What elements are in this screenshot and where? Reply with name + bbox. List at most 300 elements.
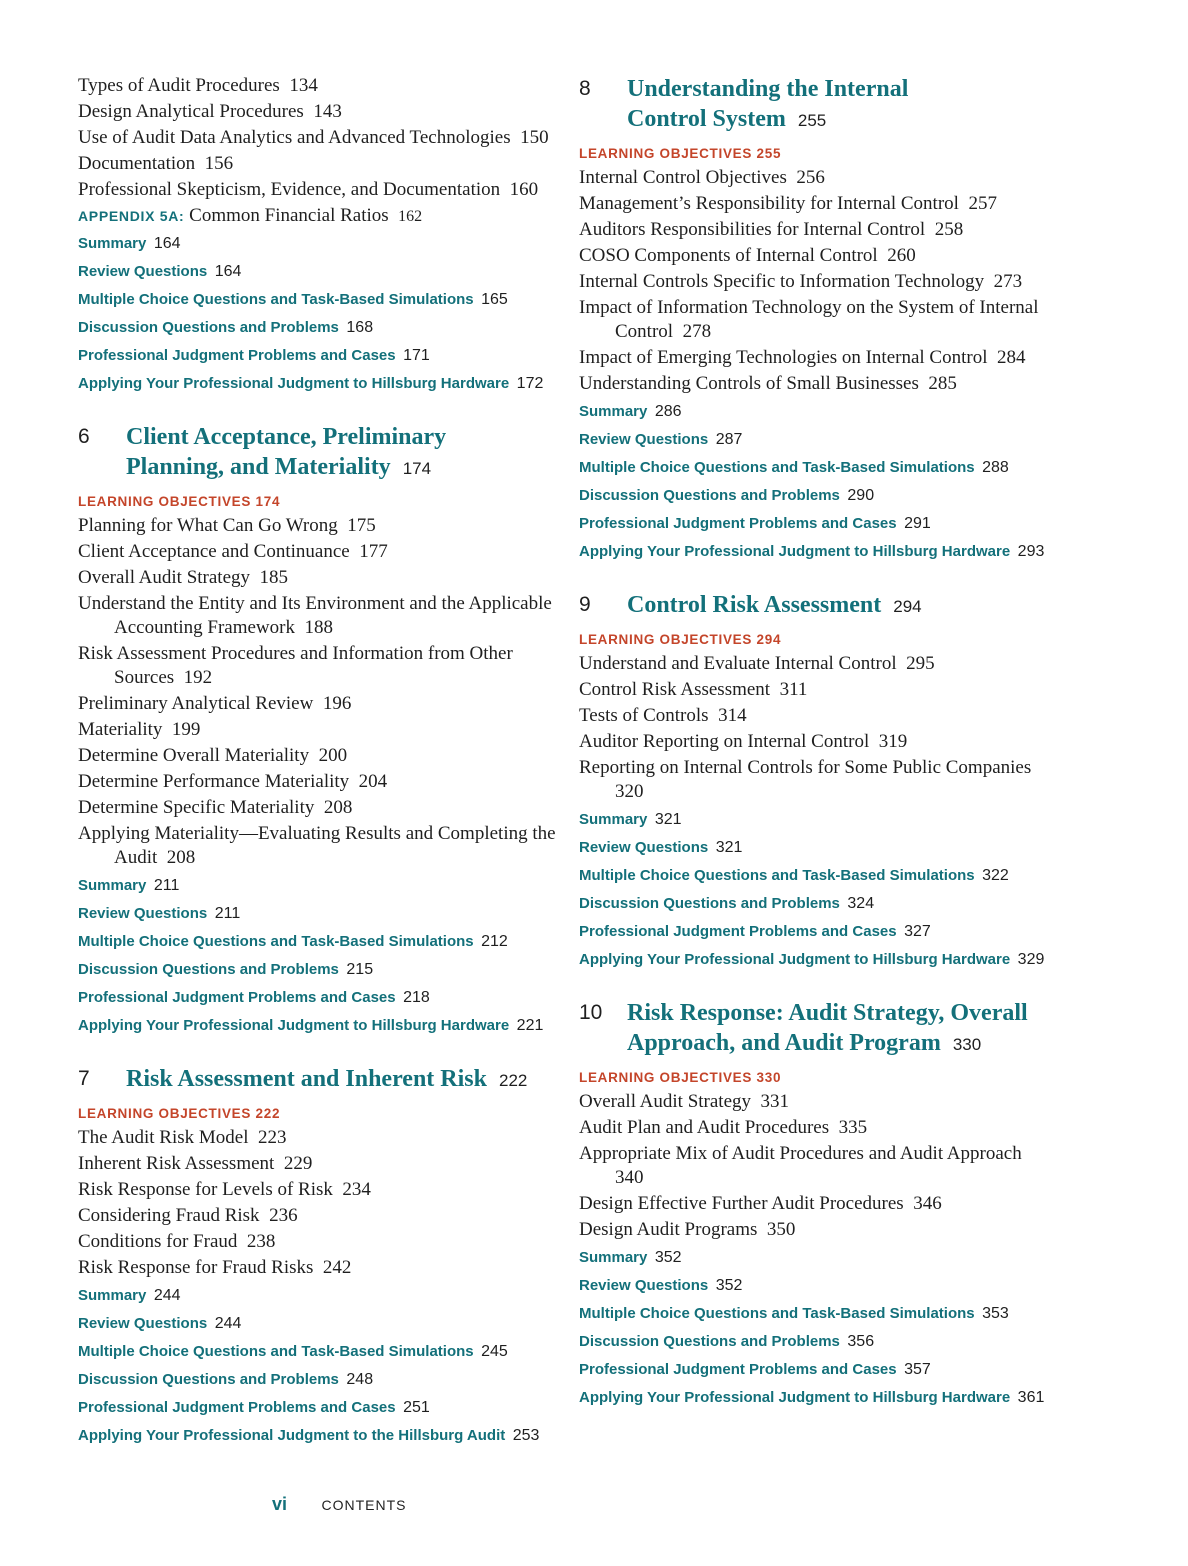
chapter-page: 255 bbox=[797, 111, 827, 130]
chapter-page: 330 bbox=[952, 1035, 982, 1054]
toc-topic-entry[interactable] bbox=[579, 296, 1059, 344]
toc-topic-entry[interactable] bbox=[579, 756, 1059, 804]
toc-section-page: 171 bbox=[403, 347, 430, 364]
toc-right-column bbox=[579, 74, 1059, 1412]
chapter-title-spacer bbox=[391, 454, 403, 480]
toc-section-spacer bbox=[708, 1277, 716, 1294]
toc-topic-title: Reporting on Internal Controls for Some Public Companies bbox=[579, 757, 1032, 778]
toc-section-page: 245 bbox=[481, 1343, 508, 1360]
toc-topic-title: Determine Specific Materiality bbox=[78, 797, 315, 818]
chapter-number: 9 bbox=[579, 593, 591, 616]
toc-section-entry[interactable] bbox=[78, 956, 558, 984]
toc-section-title: Summary bbox=[78, 1287, 147, 1304]
toc-section-page: 288 bbox=[982, 459, 1009, 476]
toc-topic-spacer bbox=[925, 219, 935, 240]
toc-topic-spacer bbox=[751, 1091, 761, 1112]
toc-section-page: 164 bbox=[214, 263, 242, 280]
toc-topic-title: Conditions for Fraud bbox=[78, 1231, 238, 1252]
toc-topic-entry[interactable] bbox=[579, 730, 1059, 754]
toc-topic-page: 258 bbox=[934, 219, 964, 240]
toc-topic-title: Overall Audit Strategy bbox=[78, 567, 251, 588]
learning-objectives-label[interactable]: LEARNING OBJECTIVES 294 bbox=[579, 632, 782, 647]
chapter-number: 7 bbox=[78, 1067, 90, 1090]
toc-topic-spacer bbox=[500, 179, 510, 200]
learning-objectives-label[interactable]: LEARNING OBJECTIVES 255 bbox=[579, 146, 782, 161]
toc-section-page: 248 bbox=[346, 1371, 374, 1388]
toc-topic-spacer bbox=[162, 719, 172, 740]
toc-section-entry[interactable] bbox=[78, 314, 558, 342]
toc-topic-page: 350 bbox=[766, 1219, 796, 1240]
toc-section-entry[interactable] bbox=[579, 1356, 1059, 1384]
chapter-title-spacer bbox=[941, 1030, 953, 1056]
toc-topic-entry[interactable] bbox=[78, 74, 558, 98]
toc-topic-spacer bbox=[919, 373, 929, 394]
toc-section-spacer bbox=[474, 933, 482, 950]
chapter-title bbox=[78, 1064, 558, 1096]
toc-section-spacer bbox=[975, 459, 983, 476]
learning-objectives-label[interactable]: LEARNING OBJECTIVES 222 bbox=[78, 1106, 281, 1121]
toc-section-entry[interactable] bbox=[579, 862, 1059, 890]
toc-section-title: Multiple Choice Questions and Task-Based Simulations bbox=[579, 867, 975, 884]
chapter-page: 222 bbox=[498, 1071, 528, 1090]
toc-section-spacer bbox=[975, 867, 983, 884]
toc-section-spacer bbox=[146, 235, 154, 252]
toc-section-entry[interactable] bbox=[579, 482, 1059, 510]
toc-topic-entry[interactable] bbox=[78, 770, 558, 794]
toc-topic-entry[interactable] bbox=[579, 218, 1059, 242]
toc-section-entry[interactable] bbox=[579, 1244, 1059, 1272]
toc-section-entry[interactable] bbox=[579, 946, 1059, 974]
toc-section-title: Professional Judgment Problems and Cases bbox=[78, 989, 396, 1006]
toc-section-spacer bbox=[897, 515, 905, 532]
toc-section-entry[interactable] bbox=[579, 426, 1059, 454]
chapter-heading[interactable] bbox=[579, 74, 1059, 136]
chapter-number: 8 bbox=[579, 77, 591, 100]
toc-section-page: 291 bbox=[904, 515, 931, 532]
toc-topic-spacer bbox=[237, 1231, 247, 1252]
toc-topic-page: 340 bbox=[615, 1167, 644, 1188]
toc-section-page: 244 bbox=[153, 1287, 181, 1304]
toc-topic-page: 185 bbox=[259, 567, 289, 588]
toc-topic-spacer bbox=[195, 153, 205, 174]
toc-topic-entry[interactable] bbox=[579, 704, 1059, 728]
toc-topic-spacer bbox=[174, 667, 184, 688]
toc-topic-entry[interactable] bbox=[579, 1116, 1059, 1140]
chapter-block bbox=[579, 74, 1059, 566]
toc-topic-page: 284 bbox=[996, 347, 1026, 368]
toc-section-spacer bbox=[897, 1361, 905, 1378]
toc-topic-page: 200 bbox=[318, 745, 348, 766]
learning-objectives-label[interactable]: LEARNING OBJECTIVES 330 bbox=[579, 1070, 782, 1085]
toc-topic-page: 295 bbox=[906, 653, 935, 674]
toc-section-page: 356 bbox=[847, 1333, 875, 1350]
toc-section-page: 290 bbox=[847, 487, 875, 504]
toc-section-entry[interactable] bbox=[579, 834, 1059, 862]
toc-topic-spacer bbox=[338, 515, 348, 536]
toc-topic-spacer bbox=[770, 679, 780, 700]
toc-topic-entry[interactable] bbox=[78, 822, 558, 870]
toc-topic-page: 257 bbox=[968, 193, 997, 214]
toc-topic-entry[interactable] bbox=[579, 244, 1059, 268]
toc-topic-entry[interactable] bbox=[78, 642, 558, 690]
chapter-number: 6 bbox=[78, 425, 90, 448]
chapter-title-line: Risk Assessment and Inherent Risk bbox=[126, 1066, 487, 1092]
toc-topic-page: 208 bbox=[323, 797, 353, 818]
toc-topic-entry[interactable] bbox=[78, 592, 558, 640]
chapter-title-spacer bbox=[487, 1066, 499, 1092]
toc-topic-entry[interactable] bbox=[78, 744, 558, 768]
toc-section-entry[interactable] bbox=[78, 1282, 558, 1310]
toc-section-entry[interactable] bbox=[78, 900, 558, 928]
toc-topic-spacer bbox=[1031, 757, 1041, 778]
toc-topic-title: Planning for What Can Go Wrong bbox=[78, 515, 338, 536]
toc-topic-entry[interactable] bbox=[78, 1152, 558, 1176]
toc-topic-entry[interactable] bbox=[579, 1142, 1059, 1190]
toc-topic-entry[interactable] bbox=[78, 178, 558, 202]
toc-section-spacer bbox=[396, 989, 404, 1006]
toc-topic-spacer bbox=[959, 193, 969, 214]
toc-section-spacer bbox=[207, 1315, 215, 1332]
toc-topic-page: 223 bbox=[257, 1127, 287, 1148]
toc-section-title: Professional Judgment Problems and Cases bbox=[579, 1361, 897, 1378]
toc-topic-title: Client Acceptance and Continuance bbox=[78, 541, 350, 562]
toc-section-title: Multiple Choice Questions and Task-Based Simulations bbox=[78, 291, 474, 308]
chapter-title-line: Approach, and Audit Program bbox=[627, 1030, 941, 1056]
toc-topic-entry[interactable] bbox=[78, 796, 558, 820]
toc-section-spacer bbox=[207, 263, 215, 280]
toc-topic-title: Management’s Responsibility for Internal Control bbox=[579, 193, 959, 214]
toc-topic-spacer bbox=[314, 797, 324, 818]
toc-section-spacer bbox=[146, 1287, 154, 1304]
toc-section-page: 361 bbox=[1017, 1389, 1045, 1406]
toc-topic-spacer bbox=[869, 731, 879, 752]
toc-topic-title: Auditors Responsibilities for Internal Control bbox=[579, 219, 926, 240]
chapter-title bbox=[579, 74, 1059, 136]
toc-section-title: Discussion Questions and Problems bbox=[78, 1371, 339, 1388]
toc-section-page: 172 bbox=[516, 375, 544, 392]
toc-section-spacer bbox=[708, 839, 716, 856]
toc-section-page: 293 bbox=[1017, 543, 1045, 560]
toc-section-page: 287 bbox=[715, 431, 743, 448]
toc-topic-title: Auditor Reporting on Internal Control bbox=[579, 731, 870, 752]
toc-section-page: 329 bbox=[1017, 951, 1045, 968]
toc-topic-spacer bbox=[673, 321, 683, 342]
toc-topic-title: Risk Response for Levels of Risk bbox=[78, 1179, 333, 1200]
toc-section-entry[interactable] bbox=[78, 1310, 558, 1338]
toc-topic-title: Documentation bbox=[78, 153, 196, 174]
toc-topic-entry[interactable] bbox=[78, 1204, 558, 1228]
chapter-title-line: Client Acceptance, Preliminary bbox=[126, 424, 447, 450]
toc-topic-spacer bbox=[787, 167, 797, 188]
toc-topic-page: 273 bbox=[993, 271, 1023, 292]
toc-section-title: Review Questions bbox=[579, 1277, 709, 1294]
toc-section-title: Review Questions bbox=[78, 263, 208, 280]
chapter-title-line: Understanding the Internal bbox=[627, 76, 909, 102]
toc-section-page: 357 bbox=[904, 1361, 931, 1378]
toc-topic-title: Professional Skepticism, Evidence, and Documentation bbox=[78, 179, 501, 200]
toc-section-entry[interactable] bbox=[579, 1300, 1059, 1328]
toc-topic-spacer bbox=[309, 745, 319, 766]
toc-topic-entry[interactable] bbox=[78, 100, 558, 124]
chapter-heading[interactable] bbox=[579, 590, 1059, 622]
toc-topic-spacer bbox=[350, 541, 360, 562]
toc-section-title: Applying Your Professional Judgment to Hillsburg Hardware bbox=[78, 1017, 510, 1034]
toc-topic-entry[interactable] bbox=[579, 192, 1059, 216]
toc-section-title: Applying Your Professional Judgment to Hillsburg Hardware bbox=[579, 1389, 1011, 1406]
chapter-heading[interactable] bbox=[78, 422, 558, 484]
toc-section-title: Review Questions bbox=[78, 905, 208, 922]
appendix-entry[interactable] bbox=[78, 204, 558, 228]
toc-section-page: 164 bbox=[153, 235, 181, 252]
toc-section-entry[interactable] bbox=[78, 1366, 558, 1394]
toc-topic-entry[interactable] bbox=[579, 372, 1059, 396]
toc-topic-title: Overall Audit Strategy bbox=[579, 1091, 752, 1112]
chapter-title-spacer bbox=[881, 592, 893, 618]
toc-topic-title: Types of Audit Procedures bbox=[78, 75, 280, 96]
toc-topic-title: COSO Components of Internal Control bbox=[579, 245, 878, 266]
toc-section-page: 286 bbox=[654, 403, 682, 420]
toc-section-title: Summary bbox=[579, 403, 648, 420]
toc-section-title: Professional Judgment Problems and Cases bbox=[78, 1399, 396, 1416]
toc-section-title: Multiple Choice Questions and Task-Based Simulations bbox=[78, 933, 474, 950]
toc-section-title: Applying Your Professional Judgment to Hillsburg Hardware bbox=[78, 375, 510, 392]
toc-topic-spacer bbox=[1022, 1143, 1032, 1164]
toc-topic-page: 331 bbox=[760, 1091, 790, 1112]
toc-topic-entry[interactable] bbox=[579, 166, 1059, 190]
toc-section-spacer bbox=[1010, 543, 1018, 560]
toc-topic-entry[interactable] bbox=[579, 346, 1059, 370]
toc-topic-page: 285 bbox=[928, 373, 957, 394]
toc-topic-entry[interactable] bbox=[78, 514, 558, 538]
left-chapters bbox=[78, 422, 558, 1450]
toc-section-title: Review Questions bbox=[78, 1315, 208, 1332]
toc-topic-title: Design Effective Further Audit Procedures bbox=[579, 1193, 904, 1214]
toc-topic-page: 278 bbox=[682, 321, 712, 342]
appendix-label: APPENDIX 5A: bbox=[78, 208, 185, 224]
toc-section-title: Review Questions bbox=[579, 839, 709, 856]
toc-section-page: 253 bbox=[512, 1427, 540, 1444]
toc-section-title: Applying Your Professional Judgment to Hillsburg Hardware bbox=[579, 951, 1011, 968]
toc-section-entry[interactable] bbox=[579, 1384, 1059, 1412]
toc-topic-title: Materiality bbox=[78, 719, 163, 740]
toc-section-entry[interactable] bbox=[78, 928, 558, 956]
toc-section-page: 251 bbox=[403, 1399, 430, 1416]
chapter-title-spacer bbox=[786, 106, 798, 132]
toc-topic-entry[interactable] bbox=[78, 126, 558, 150]
toc-topic-entry[interactable] bbox=[78, 1256, 558, 1280]
toc-section-spacer bbox=[975, 1305, 983, 1322]
chapter-title-line: Control Risk Assessment bbox=[627, 592, 882, 618]
appendix-spacer bbox=[389, 205, 399, 226]
toc-section-title: Summary bbox=[579, 811, 648, 828]
toc-topic-page: 229 bbox=[283, 1153, 313, 1174]
chapter-heading[interactable] bbox=[579, 998, 1059, 1060]
toc-section-page: 321 bbox=[654, 811, 682, 828]
toc-topic-page: 311 bbox=[779, 679, 808, 700]
toc-topic-title: Understanding Controls of Small Businesses bbox=[579, 373, 919, 394]
toc-topic-page: 199 bbox=[171, 719, 201, 740]
toc-topic-title: The Audit Risk Model bbox=[78, 1127, 249, 1148]
toc-topic-spacer bbox=[757, 1219, 767, 1240]
toc-section-entry[interactable] bbox=[579, 510, 1059, 538]
toc-section-entry[interactable] bbox=[78, 1394, 558, 1422]
toc-topic-page: 143 bbox=[313, 101, 342, 122]
toc-topic-spacer bbox=[349, 771, 359, 792]
toc-topic-page: 160 bbox=[509, 179, 539, 200]
chapter-block bbox=[579, 590, 1059, 974]
chapter-title-line: Risk Response: Audit Strategy, Overall bbox=[627, 1000, 1028, 1026]
toc-section-page: 215 bbox=[346, 961, 374, 978]
chapter-block bbox=[78, 1064, 558, 1450]
toc-section-entry[interactable] bbox=[579, 454, 1059, 482]
toc-section-entry[interactable] bbox=[579, 1328, 1059, 1356]
toc-section-page: 244 bbox=[214, 1315, 242, 1332]
toc-topic-title: Determine Performance Materiality bbox=[78, 771, 350, 792]
toc-topic-title: Understand and Evaluate Internal Control bbox=[579, 653, 897, 674]
toc-topic-entry[interactable] bbox=[78, 692, 558, 716]
toc-section-page: 211 bbox=[214, 905, 241, 922]
chapter-title-line: Control System bbox=[627, 106, 786, 132]
page-footer bbox=[272, 1494, 406, 1515]
toc-topic-title: Audit Plan and Audit Procedures bbox=[579, 1117, 830, 1138]
toc-section-title: Professional Judgment Problems and Cases bbox=[579, 515, 897, 532]
toc-section-page: 353 bbox=[982, 1305, 1009, 1322]
toc-topic-entry[interactable] bbox=[579, 1192, 1059, 1216]
toc-topic-page: 320 bbox=[615, 781, 644, 802]
toc-section-entry[interactable] bbox=[78, 1422, 558, 1450]
toc-topic-page: 204 bbox=[358, 771, 388, 792]
toc-section-entry[interactable] bbox=[579, 1272, 1059, 1300]
chapter-page: 174 bbox=[402, 459, 432, 478]
toc-section-title: Discussion Questions and Problems bbox=[78, 319, 339, 336]
toc-section-entry[interactable] bbox=[78, 342, 558, 370]
toc-section-entry[interactable] bbox=[78, 370, 558, 398]
toc-topic-entry[interactable] bbox=[579, 652, 1059, 676]
toc-topic-page: 177 bbox=[359, 541, 388, 562]
chapter-block bbox=[579, 998, 1059, 1412]
toc-section-entry[interactable] bbox=[579, 918, 1059, 946]
toc-topic-title: Internal Controls Specific to Information Technology bbox=[579, 271, 985, 292]
toc-topic-spacer bbox=[250, 567, 260, 588]
toc-section-title: Multiple Choice Questions and Task-Based Simulations bbox=[78, 1343, 474, 1360]
toc-topic-page: 314 bbox=[718, 705, 747, 726]
toc-section-entry[interactable] bbox=[579, 398, 1059, 426]
toc-topic-page: 238 bbox=[246, 1231, 276, 1252]
toc-section-entry[interactable] bbox=[579, 806, 1059, 834]
toc-topic-page: 260 bbox=[887, 245, 916, 266]
toc-topic-entry[interactable] bbox=[579, 1218, 1059, 1242]
toc-topic-page: 335 bbox=[838, 1117, 868, 1138]
toc-topic-title: Preliminary Analytical Review bbox=[78, 693, 314, 714]
toc-topic-title: Inherent Risk Assessment bbox=[78, 1153, 275, 1174]
toc-section-entry[interactable] bbox=[78, 984, 558, 1012]
toc-section-entry[interactable] bbox=[78, 258, 558, 286]
toc-topic-spacer bbox=[157, 847, 167, 868]
toc-topic-spacer bbox=[984, 271, 994, 292]
toc-topic-title: Impact of Information Technology on the System of Internal Control bbox=[579, 297, 1039, 342]
toc-section-entry[interactable] bbox=[78, 872, 558, 900]
chapter-page: 294 bbox=[893, 597, 922, 616]
toc-section-title: Discussion Questions and Problems bbox=[579, 895, 840, 912]
toc-section-page: 352 bbox=[654, 1249, 682, 1266]
toc-topic-spacer bbox=[260, 1205, 270, 1226]
toc-section-entry[interactable] bbox=[579, 538, 1059, 566]
toc-topic-page: 196 bbox=[322, 693, 352, 714]
toc-section-entry[interactable] bbox=[78, 1012, 558, 1040]
chapter-title bbox=[579, 998, 1059, 1060]
toc-section-page: 324 bbox=[847, 895, 875, 912]
toc-topic-title: Understand the Entity and Its Environment and the Applicable Accounting Framework bbox=[78, 593, 552, 638]
toc-topic-title: Considering Fraud Risk bbox=[78, 1205, 260, 1226]
toc-topic-entry[interactable] bbox=[579, 678, 1059, 702]
toc-section-page: 327 bbox=[904, 923, 931, 940]
toc-section-page: 168 bbox=[346, 319, 374, 336]
toc-topic-entry[interactable] bbox=[78, 1230, 558, 1254]
toc-section-spacer bbox=[647, 1249, 655, 1266]
toc-section-spacer bbox=[396, 347, 404, 364]
toc-topic-page: 134 bbox=[289, 75, 318, 96]
chapter-title bbox=[579, 590, 1059, 622]
learning-objectives-label[interactable]: LEARNING OBJECTIVES 174 bbox=[78, 494, 281, 509]
toc-topic-title: Design Analytical Procedures bbox=[78, 101, 304, 122]
toc-topic-entry[interactable] bbox=[78, 1126, 558, 1150]
toc-topic-spacer bbox=[274, 1153, 284, 1174]
toc-section-spacer bbox=[509, 1017, 517, 1034]
toc-topic-entry[interactable] bbox=[78, 152, 558, 176]
chapter-5-continuation bbox=[78, 74, 558, 398]
toc-section-title: Professional Judgment Problems and Cases bbox=[78, 347, 396, 364]
toc-topic-title: Impact of Emerging Technologies on Internal Control bbox=[579, 347, 988, 368]
toc-section-title: Summary bbox=[579, 1249, 648, 1266]
toc-section-entry[interactable] bbox=[78, 286, 558, 314]
toc-section-entry[interactable] bbox=[579, 890, 1059, 918]
toc-section-title: Discussion Questions and Problems bbox=[579, 487, 840, 504]
toc-topic-entry[interactable] bbox=[78, 540, 558, 564]
toc-topic-page: 346 bbox=[913, 1193, 942, 1214]
toc-section-spacer bbox=[647, 403, 655, 420]
toc-section-title: Review Questions bbox=[579, 431, 709, 448]
toc-topic-entry[interactable] bbox=[78, 566, 558, 590]
chapter-title-line: Planning, and Materiality bbox=[126, 454, 391, 480]
toc-section-entry[interactable] bbox=[78, 1338, 558, 1366]
toc-section-entry[interactable] bbox=[78, 230, 558, 258]
toc-topic-page: 156 bbox=[204, 153, 234, 174]
chapter-heading[interactable] bbox=[78, 1064, 558, 1096]
toc-section-page: 221 bbox=[516, 1017, 544, 1034]
toc-topic-entry[interactable] bbox=[78, 1178, 558, 1202]
toc-topic-entry[interactable] bbox=[78, 718, 558, 742]
toc-topic-entry[interactable] bbox=[579, 270, 1059, 294]
chapter-number: 10 bbox=[579, 1001, 603, 1024]
toc-section-spacer bbox=[647, 811, 655, 828]
toc-section-page: 211 bbox=[153, 877, 180, 894]
toc-topic-spacer bbox=[304, 101, 314, 122]
toc-left-column bbox=[78, 74, 558, 1450]
footer-page-number: vi bbox=[272, 1494, 288, 1514]
toc-topic-title: Tests of Controls bbox=[579, 705, 709, 726]
toc-topic-title: Design Audit Programs bbox=[579, 1219, 758, 1240]
toc-section-spacer bbox=[1010, 1389, 1018, 1406]
toc-topic-spacer bbox=[878, 245, 888, 266]
toc-topic-spacer bbox=[248, 1127, 258, 1148]
toc-topic-entry[interactable] bbox=[579, 1090, 1059, 1114]
toc-topic-page: 242 bbox=[322, 1257, 352, 1278]
toc-topic-title: Risk Response for Fraud Risks bbox=[78, 1257, 314, 1278]
toc-topic-title: Determine Overall Materiality bbox=[78, 745, 310, 766]
toc-section-title: Applying Your Professional Judgment to Hillsburg Hardware bbox=[579, 543, 1011, 560]
toc-topic-page: 256 bbox=[796, 167, 825, 188]
toc-section-spacer bbox=[505, 1427, 513, 1444]
